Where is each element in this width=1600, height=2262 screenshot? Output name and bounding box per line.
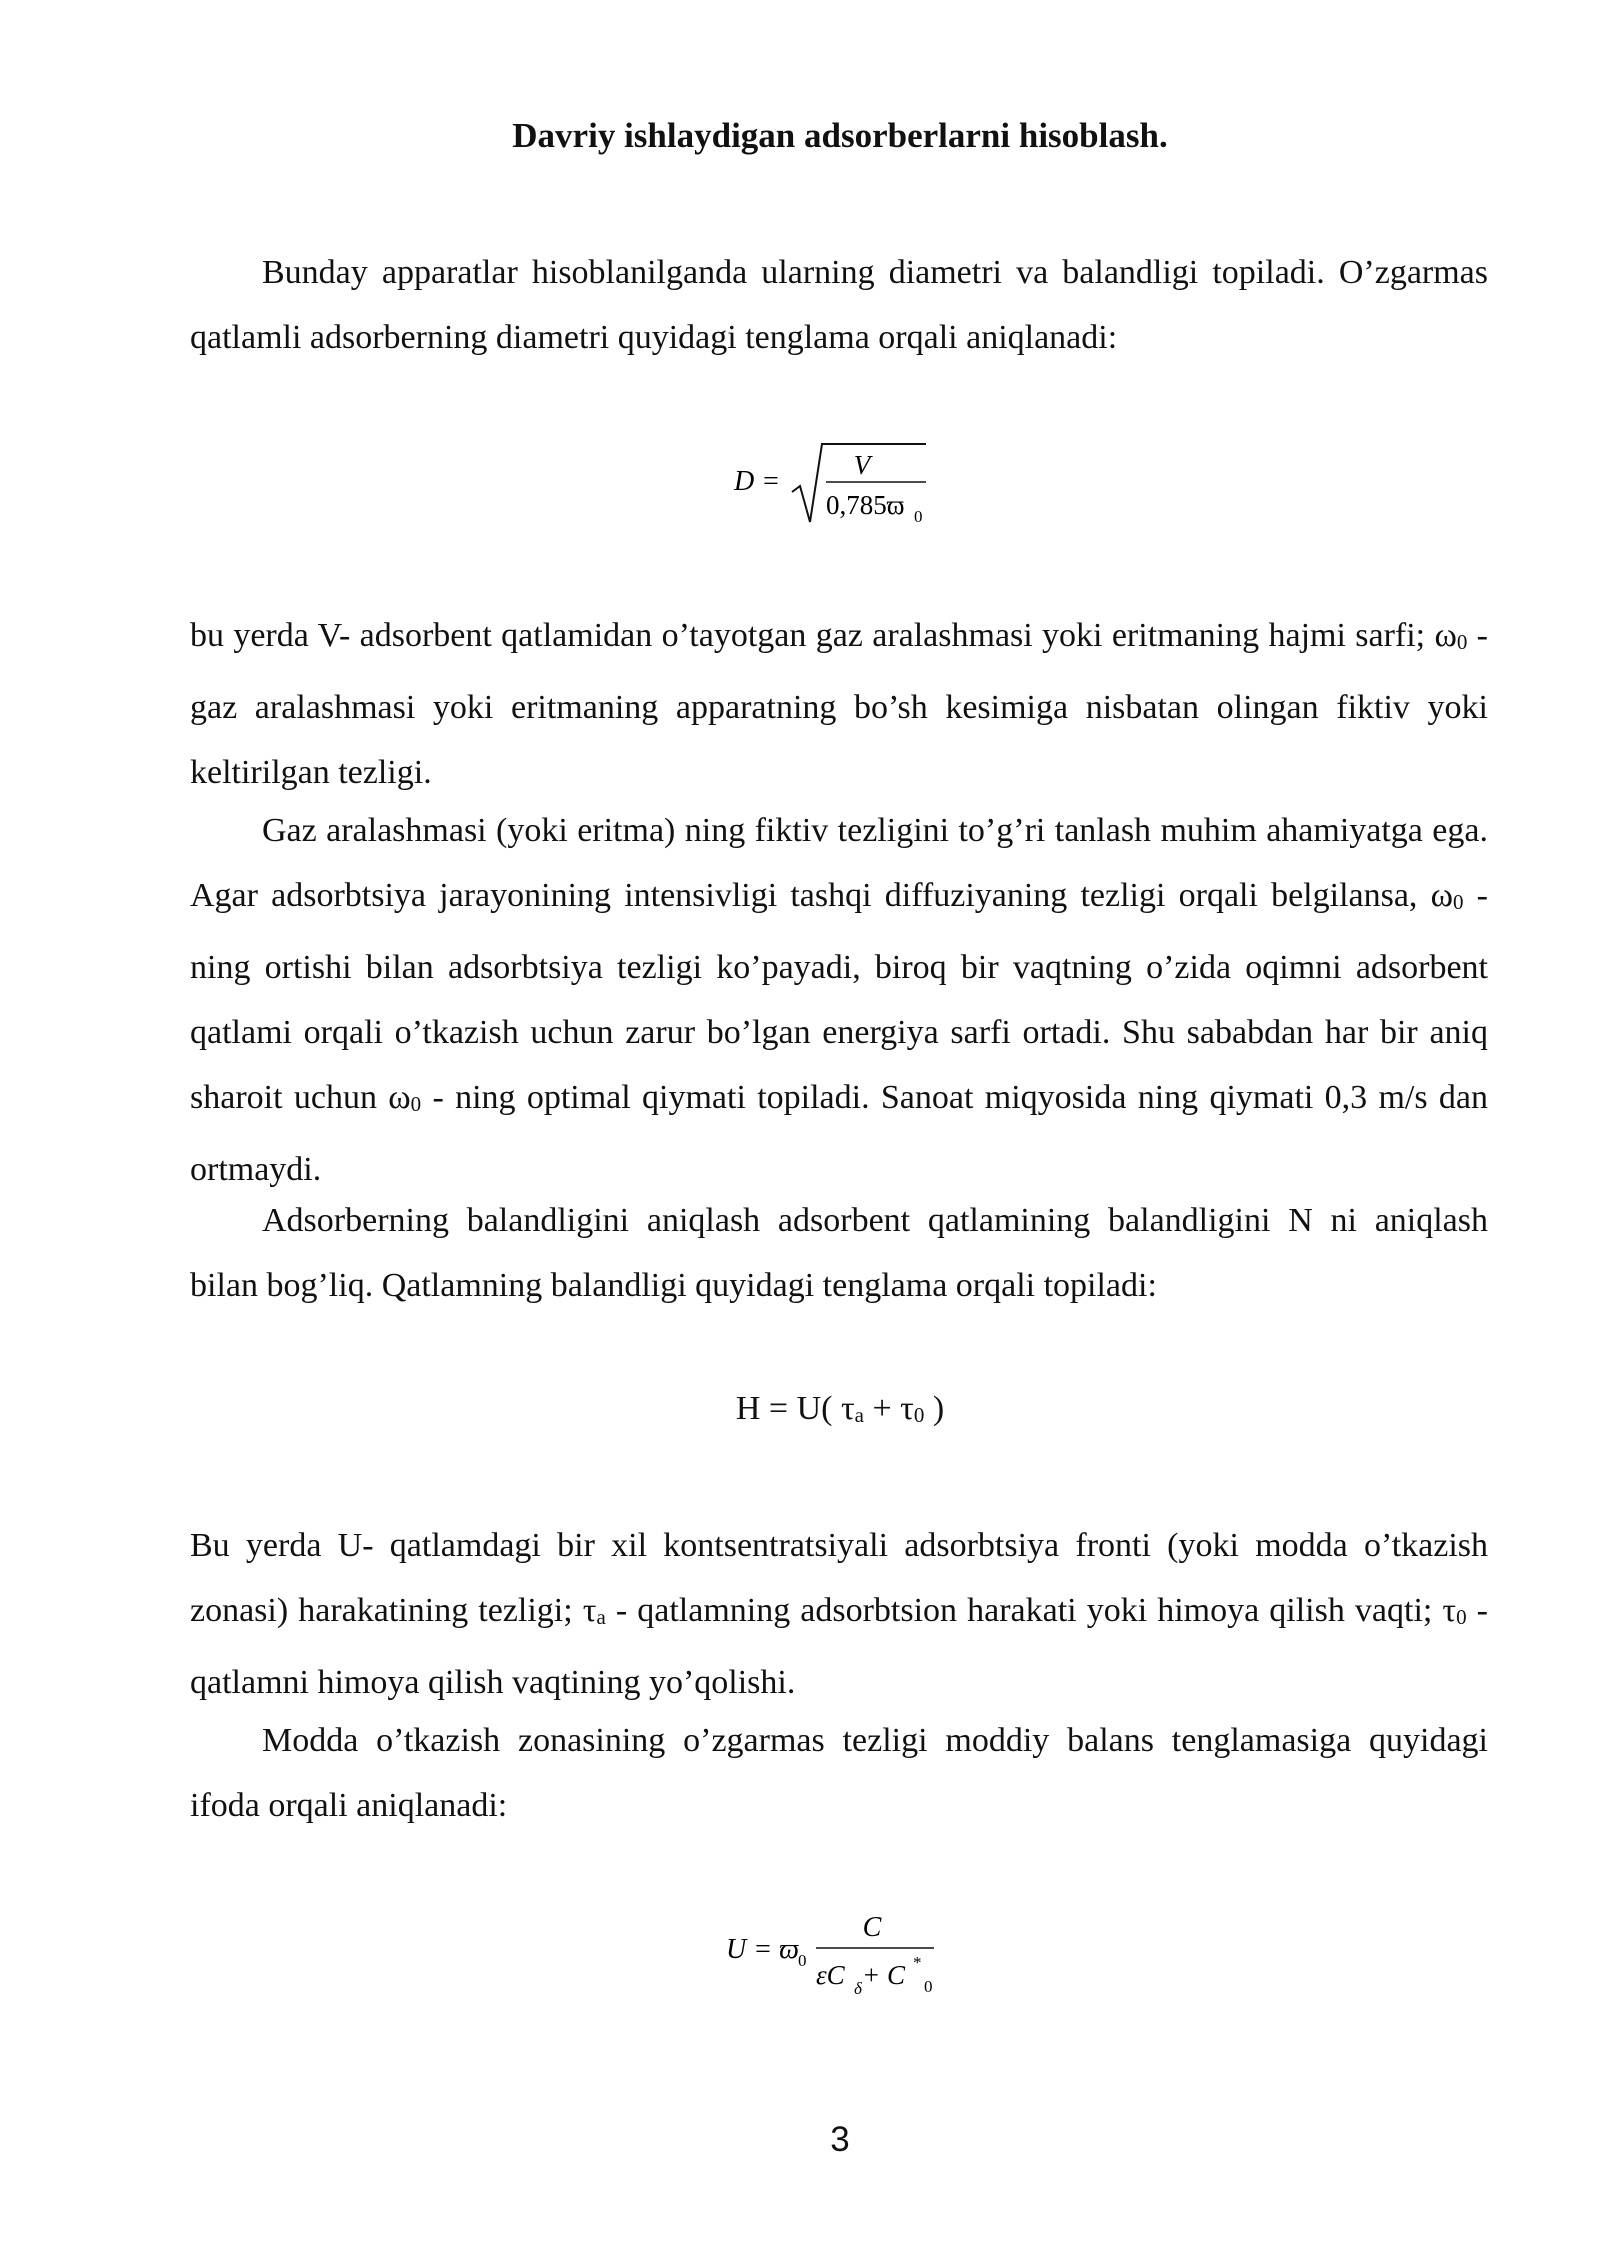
paragraph-velocity bbox=[190, 798, 1488, 1202]
p2-sub-a: 0 bbox=[1456, 630, 1468, 654]
formula1-denominator: 0,785ϖ bbox=[826, 490, 905, 520]
paragraph-mass-transfer: Modda o’tkazish zonasining o’zgarmas tezligi moddiy balans tenglamasiga quyidagi ifoda orqali aniqlanadi: bbox=[190, 1722, 1488, 1824]
p3-text-c: - ning optimal qiymati topiladi. Sanoat miqyosida ning qiymati 0,3 m/s dan ortmaydi. bbox=[190, 1079, 1488, 1188]
formula3-den-a-sub: δ bbox=[854, 1979, 862, 1998]
formula1-numerator: V bbox=[853, 450, 871, 480]
paragraph-definitions bbox=[190, 603, 1488, 805]
formula3-den-b: + C bbox=[862, 1960, 905, 1990]
formula3-lhs: U = ϖ bbox=[726, 1934, 799, 1965]
velocity-formula bbox=[720, 1900, 960, 2010]
formula2-text-b: + τ bbox=[863, 1390, 914, 1427]
diameter-formula bbox=[730, 430, 950, 540]
paragraph-height: Adsorberning balandligini aniqlash adsorbent qatlamining balandligini N ni aniqlash bilan bog’liq. Qatlamning balandligi quyidagi tenglama orqali topiladi: bbox=[190, 1202, 1488, 1304]
p3-sub-a: 0 bbox=[1453, 890, 1464, 914]
paragraph-front-velocity bbox=[190, 1513, 1488, 1715]
formula2-sub-a: a bbox=[854, 1403, 864, 1427]
page-title: Davriy ishlaydigan adsorberlarni hisoblash. bbox=[512, 116, 1168, 155]
p5-sub-a: a bbox=[596, 1605, 606, 1629]
p3-text-b: - ning ortishi bilan adsorbtsiya tezligi ko’payadi, biroq bir vaqtning o’zida oqimni adsorbent qatlami orqali o’tkazish uchun zarur bo’lgan energiya sarfi ortadi. Shu sababdan har bir aniq sharoit uchun ω bbox=[190, 877, 1488, 1116]
p5-text-c: - qatlamni himoya qilish vaqtining yo’qolishi. bbox=[190, 1592, 1489, 1701]
p5-sub-b: 0 bbox=[1456, 1605, 1467, 1629]
formula2-sub-b: 0 bbox=[913, 1403, 925, 1427]
paragraph-intro: Bunday apparatlar hisoblanilganda ularning diametri va balandligi topiladi. O’zgarmas qatlamli adsorberning diametri quyidagi tenglama orqali aniqlanadi: bbox=[190, 254, 1488, 356]
formula3-den-b-sub: 0 bbox=[924, 1977, 933, 1996]
height-formula bbox=[0, 1390, 1600, 1428]
page-number: 3 bbox=[830, 2120, 850, 2159]
p3-text-a: Gaz aralashmasi (yoki eritma) ning fiktiv tezligini to’g’ri tanlash muhim ahamiyatga ega. Agar adsorbtsiya jarayonining intensivligi tashqi diffuziyaning tezligi orqali belgilansa, ω bbox=[190, 812, 1488, 914]
p2-text-b: - gaz aralashmasi yoki eritmaning apparatning bo’sh kesimiga nisbatan olingan fiktiv yoki keltirilgan tezligi. bbox=[190, 617, 1488, 791]
p2-text-a: bu yerda V- adsorbent qatlamidan o’tayotgan gaz aralashmasi yoki eritmaning hajmi sarfi; ω bbox=[190, 617, 1457, 654]
p3-sub-b: 0 bbox=[410, 1092, 422, 1116]
formula3-den-b-sup: * bbox=[913, 1953, 922, 1972]
formula1-denominator-sub: 0 bbox=[914, 507, 923, 526]
formula2-text-a: H = U( τ bbox=[735, 1390, 855, 1427]
formula3-lhs-sub: 0 bbox=[798, 1951, 807, 1970]
formula1-lhs: D = bbox=[734, 466, 781, 497]
p5-text-a: Bu yerda U- qatlamdagi bir xil kontsentratsiyali adsorbtsiya fronti (yoki modda o’tkazish zonasi) harakatining tezligi; τ bbox=[190, 1527, 1488, 1629]
formula3-den-a: εC bbox=[816, 1960, 845, 1990]
p5-text-b: - qatlamning adsorbtsion harakati yoki himoya qilish vaqti; τ bbox=[605, 1592, 1457, 1629]
formula3-numerator: C bbox=[862, 1912, 882, 1943]
formula2-text-c: ) bbox=[924, 1390, 945, 1427]
